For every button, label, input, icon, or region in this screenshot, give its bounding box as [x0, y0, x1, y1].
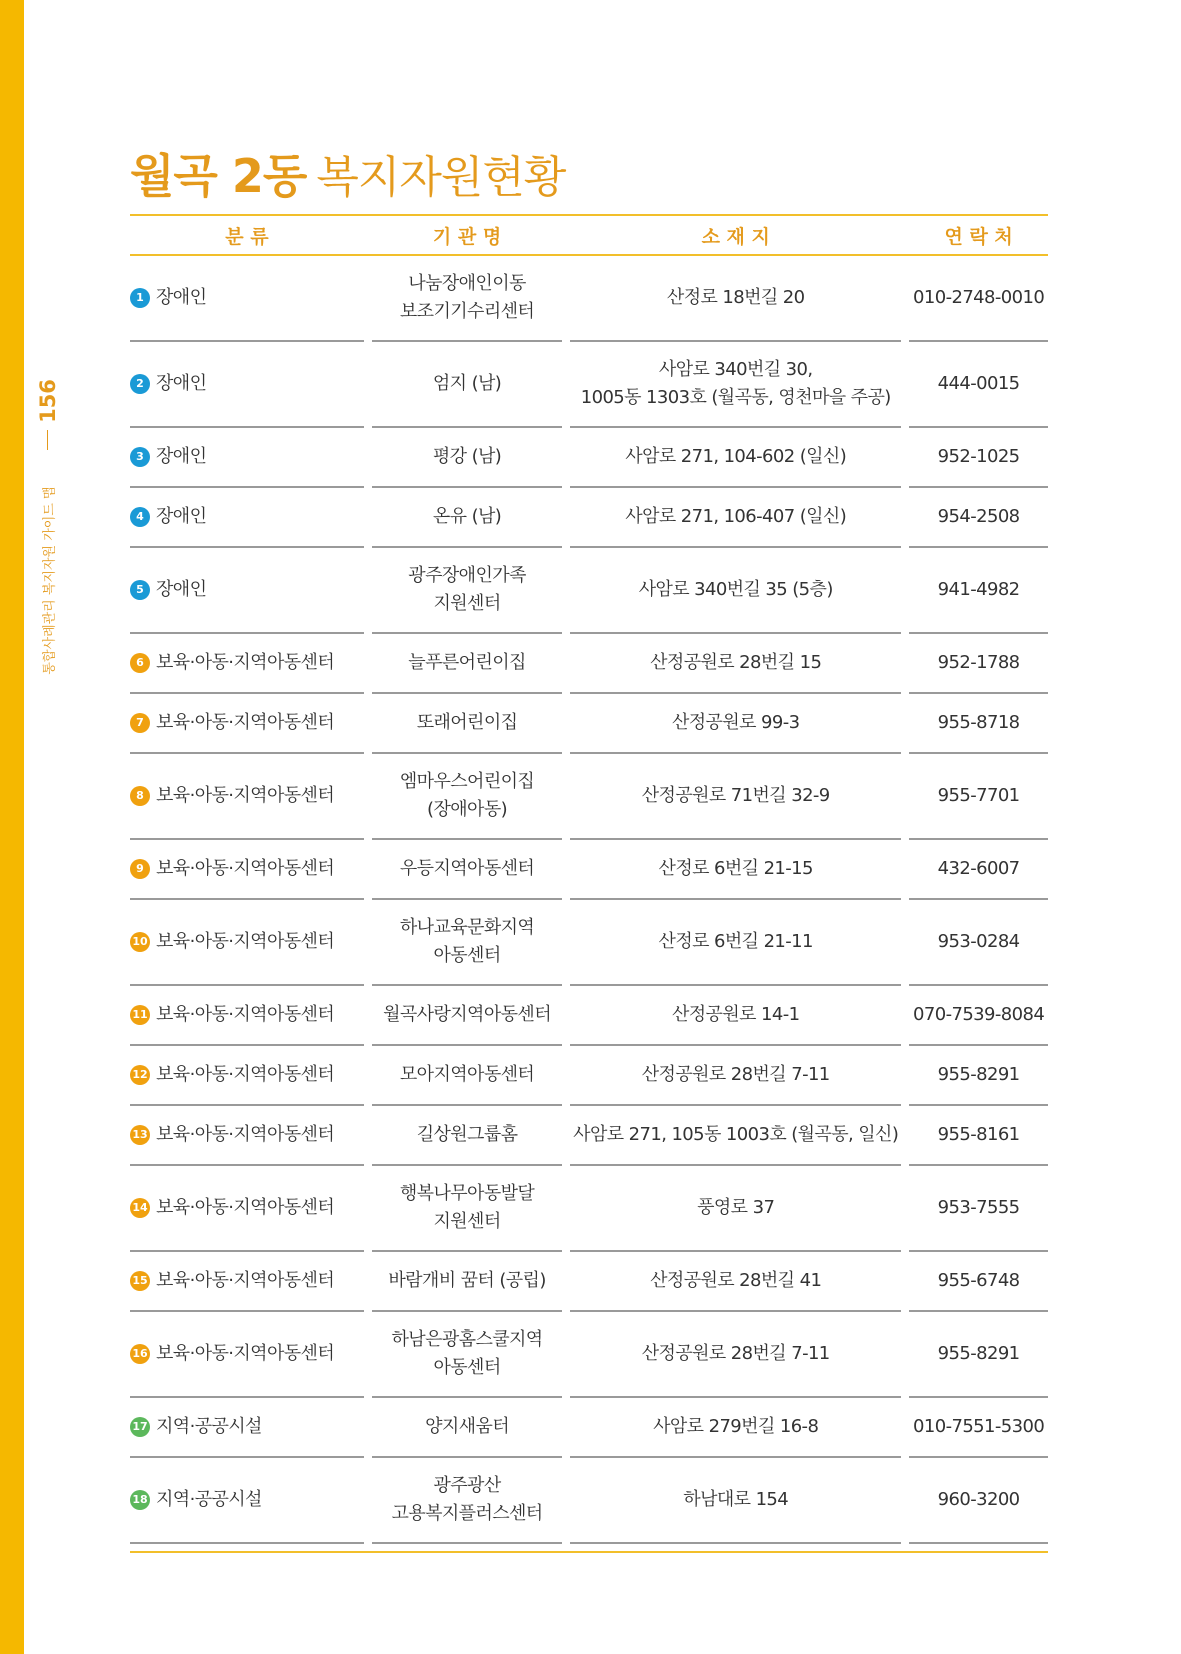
table-row: [130, 840, 1048, 900]
page-title-district: 월곡 2동: [130, 149, 307, 203]
contact-cell: [909, 634, 1048, 694]
address-text: 산정공원로 28번길 15: [650, 652, 822, 673]
table-bottom-rule: [130, 1551, 1048, 1553]
category-cell: [130, 548, 364, 634]
address-cell: [570, 1458, 901, 1544]
table-row: [130, 634, 1048, 694]
address-text: 1005동 1303호 (월곡동, 영천마을 주공): [580, 387, 891, 408]
number-badge: 11: [130, 1005, 150, 1025]
organization-name: 광주광산: [433, 1475, 501, 1496]
category-label: 보육·아동·지역아동센터: [156, 858, 335, 879]
number-badge: 7: [130, 713, 150, 733]
table-row: [130, 256, 1048, 342]
contact-cell: [909, 1398, 1048, 1458]
number-badge: 9: [130, 859, 150, 879]
address-text: 사암로 271, 104-602 (일신): [625, 446, 847, 467]
organization-name: 고용복지플러스센터: [391, 1503, 543, 1524]
category-cell: [130, 1166, 364, 1252]
table-row: [130, 428, 1048, 488]
phone-number: 955-8291: [937, 1343, 1020, 1364]
number-badge: 2: [130, 374, 150, 394]
category-cell: [130, 986, 364, 1046]
table-row: [130, 1166, 1048, 1252]
category-cell: [130, 342, 364, 428]
phone-number: 952-1788: [937, 652, 1020, 673]
header-address: 소 재 지: [701, 225, 770, 248]
organization-cell: [372, 986, 562, 1046]
organization-name: 나눔장애인이동: [408, 273, 526, 294]
organization-name: 행복나무아동발달: [399, 1183, 535, 1204]
organization-cell: [372, 548, 562, 634]
header-organization: 기 관 명: [432, 225, 502, 248]
address-text: 산정공원로 71번길 32-9: [641, 785, 830, 806]
address-text: 산정공원로 14-1: [671, 1004, 800, 1025]
phone-number: 941-4982: [937, 579, 1020, 600]
category-cell: [130, 1252, 364, 1312]
table-row: [130, 548, 1048, 634]
phone-number: 070-7539-8084: [913, 1004, 1045, 1025]
organization-name: 길상원그룹홈: [416, 1124, 518, 1145]
organization-cell: [372, 900, 562, 986]
table-row: [130, 1398, 1048, 1458]
category-label: 장애인: [156, 506, 207, 527]
address-cell: [570, 1046, 901, 1106]
category-cell: [130, 900, 364, 986]
organization-cell: [372, 634, 562, 694]
contact-cell: [909, 342, 1048, 428]
page-number: 156: [36, 379, 60, 423]
organization-name: 양지새움터: [425, 1416, 510, 1437]
resource-table: [130, 214, 1048, 1544]
address-text: 풍영로 37: [697, 1197, 775, 1218]
contact-cell: [909, 840, 1048, 900]
contact-cell: [909, 754, 1048, 840]
organization-name: 아동센터: [433, 945, 501, 966]
organization-cell: [372, 428, 562, 488]
organization-cell: [372, 1458, 562, 1544]
organization-name: 하남은광홈스쿨지역: [391, 1329, 543, 1350]
category-cell: [130, 488, 364, 548]
table-row: [130, 694, 1048, 754]
category-cell: [130, 1046, 364, 1106]
number-badge: 4: [130, 507, 150, 527]
address-text: 산정로 6번길 21-15: [658, 858, 813, 879]
contact-cell: [909, 1166, 1048, 1252]
phone-number: 444-0015: [937, 373, 1020, 394]
number-badge: 6: [130, 653, 150, 673]
phone-number: 955-8291: [937, 1064, 1020, 1085]
organization-name: (장애아동): [427, 799, 508, 820]
address-cell: [570, 488, 901, 548]
organization-name: 엠마우스어린이집: [399, 771, 535, 792]
organization-name: 우등지역아동센터: [399, 858, 535, 879]
address-text: 산정공원로 28번길 7-11: [641, 1064, 830, 1085]
address-cell: [570, 694, 901, 754]
address-text: 산정공원로 28번길 41: [650, 1270, 822, 1291]
number-badge: 12: [130, 1065, 150, 1085]
category-cell: [130, 428, 364, 488]
organization-cell: [372, 1398, 562, 1458]
organization-name: 엄지 (남): [432, 373, 502, 394]
organization-cell: [372, 1106, 562, 1166]
number-badge: 18: [130, 1490, 150, 1510]
category-cell: [130, 1458, 364, 1544]
contact-cell: [909, 900, 1048, 986]
category-label: 보육·아동·지역아동센터: [156, 1004, 335, 1025]
organization-cell: [372, 1046, 562, 1106]
address-cell: [570, 1252, 901, 1312]
address-text: 사암로 340번길 30,: [658, 359, 813, 380]
organization-cell: [372, 1166, 562, 1252]
address-cell: [570, 840, 901, 900]
category-label: 보육·아동·지역아동센터: [156, 1197, 335, 1218]
address-text: 산정로 18번길 20: [666, 287, 805, 308]
contact-cell: [909, 548, 1048, 634]
organization-name: 모아지역아동센터: [399, 1064, 535, 1085]
category-cell: [130, 694, 364, 754]
address-text: 산정공원로 28번길 7-11: [641, 1343, 830, 1364]
organization-cell: [372, 342, 562, 428]
category-label: 장애인: [156, 373, 207, 394]
address-text: 산정로 6번길 21-11: [658, 931, 813, 952]
number-badge: 10: [130, 932, 150, 952]
category-label: 장애인: [156, 579, 207, 600]
phone-number: 955-7701: [937, 785, 1020, 806]
category-cell: [130, 256, 364, 342]
contact-cell: [909, 694, 1048, 754]
phone-number: 954-2508: [937, 506, 1020, 527]
table-row: [130, 900, 1048, 986]
organization-name: 또래어린이집: [416, 712, 518, 733]
phone-number: 960-3200: [937, 1489, 1020, 1510]
number-badge: 8: [130, 786, 150, 806]
phone-number: 955-8718: [937, 712, 1020, 733]
address-cell: [570, 256, 901, 342]
contact-cell: [909, 1458, 1048, 1544]
address-cell: [570, 1166, 901, 1252]
organization-cell: [372, 1312, 562, 1398]
address-text: 사암로 279번길 16-8: [653, 1416, 819, 1437]
organization-name: 하나교육문화지역: [399, 917, 535, 938]
organization-name: 바람개비 꿈터 (공립): [388, 1270, 546, 1291]
page-title-subject: 복지자원현황: [316, 152, 566, 203]
header-category: 분 류: [225, 225, 269, 248]
contact-cell: [909, 1252, 1048, 1312]
phone-number: 010-2748-0010: [913, 287, 1045, 308]
address-text: 하남대로 154: [683, 1489, 789, 1510]
address-cell: [570, 428, 901, 488]
table-row: [130, 1312, 1048, 1398]
category-label: 보육·아동·지역아동센터: [156, 652, 335, 673]
organization-name: 월곡사랑지역아동센터: [383, 1004, 551, 1025]
phone-number: 952-1025: [937, 446, 1020, 467]
address-cell: [570, 754, 901, 840]
address-cell: [570, 342, 901, 428]
phone-number: 953-7555: [937, 1197, 1020, 1218]
category-label: 보육·아동·지역아동센터: [156, 1124, 335, 1145]
category-label: 장애인: [156, 287, 207, 308]
category-label: 보육·아동·지역아동센터: [156, 785, 335, 806]
sidebar-caption: 통합사례관리 복지자원 가이드 맵: [42, 485, 58, 675]
organization-name: 광주장애인가족: [408, 565, 526, 586]
number-badge: 3: [130, 447, 150, 467]
organization-name: 아동센터: [433, 1357, 501, 1378]
table-row: [130, 488, 1048, 548]
number-badge: 13: [130, 1125, 150, 1145]
header-contact: 연 락 처: [944, 225, 1013, 248]
address-cell: [570, 548, 901, 634]
address-cell: [570, 1312, 901, 1398]
table-row: [130, 986, 1048, 1046]
phone-number: 955-8161: [937, 1124, 1020, 1145]
phone-number: 432-6007: [937, 858, 1020, 879]
category-label: 보육·아동·지역아동센터: [156, 1343, 335, 1364]
category-cell: [130, 634, 364, 694]
organization-name: 온유 (남): [432, 506, 502, 527]
category-cell: [130, 754, 364, 840]
organization-cell: [372, 256, 562, 342]
address-cell: [570, 900, 901, 986]
category-label: 보육·아동·지역아동센터: [156, 712, 335, 733]
address-cell: [570, 986, 901, 1046]
organization-name: 평강 (남): [432, 446, 502, 467]
organization-name: 보조기기수리센터: [399, 301, 535, 322]
category-label: 보육·아동·지역아동센터: [156, 1270, 335, 1291]
number-badge: 15: [130, 1271, 150, 1291]
category-label: 장애인: [156, 446, 207, 467]
category-cell: [130, 1312, 364, 1398]
phone-number: 955-6748: [937, 1270, 1020, 1291]
phone-number: 953-0284: [937, 931, 1020, 952]
table-row: [130, 1046, 1048, 1106]
address-cell: [570, 634, 901, 694]
address-text: 사암로 340번길 35 (5층): [638, 579, 833, 600]
number-badge: 1: [130, 288, 150, 308]
address-cell: [570, 1398, 901, 1458]
number-badge: 16: [130, 1344, 150, 1364]
sidebar-divider: [47, 430, 48, 450]
organization-cell: [372, 754, 562, 840]
table-row: [130, 754, 1048, 840]
table-row: [130, 1458, 1048, 1544]
category-label: 지역·공공시설: [156, 1416, 262, 1437]
page-title: [130, 140, 565, 202]
contact-cell: [909, 1312, 1048, 1398]
number-badge: 17: [130, 1417, 150, 1437]
organization-name: 지원센터: [433, 593, 501, 614]
sidebar-stripe: [0, 0, 24, 1654]
organization-name: 지원센터: [433, 1211, 501, 1232]
contact-cell: [909, 1046, 1048, 1106]
contact-cell: [909, 1106, 1048, 1166]
table-header: [130, 214, 1048, 256]
contact-cell: [909, 488, 1048, 548]
category-cell: [130, 1398, 364, 1458]
category-cell: [130, 1106, 364, 1166]
table-row: [130, 1106, 1048, 1166]
category-label: 보육·아동·지역아동센터: [156, 931, 335, 952]
number-badge: 14: [130, 1198, 150, 1218]
table-row: [130, 1252, 1048, 1312]
organization-cell: [372, 840, 562, 900]
address-text: 산정공원로 99-3: [671, 712, 800, 733]
category-cell: [130, 840, 364, 900]
address-cell: [570, 1106, 901, 1166]
contact-cell: [909, 986, 1048, 1046]
category-label: 보육·아동·지역아동센터: [156, 1064, 335, 1085]
table-row: [130, 342, 1048, 428]
phone-number: 010-7551-5300: [913, 1416, 1045, 1437]
organization-name: 늘푸른어린이집: [408, 652, 526, 673]
table-body: [130, 256, 1048, 1544]
contact-cell: [909, 428, 1048, 488]
number-badge: 5: [130, 580, 150, 600]
organization-cell: [372, 1252, 562, 1312]
contact-cell: [909, 256, 1048, 342]
address-text: 사암로 271, 105동 1003호 (월곡동, 일신): [573, 1124, 899, 1145]
category-label: 지역·공공시설: [156, 1489, 262, 1510]
organization-cell: [372, 694, 562, 754]
address-text: 사암로 271, 106-407 (일신): [625, 506, 847, 527]
organization-cell: [372, 488, 562, 548]
